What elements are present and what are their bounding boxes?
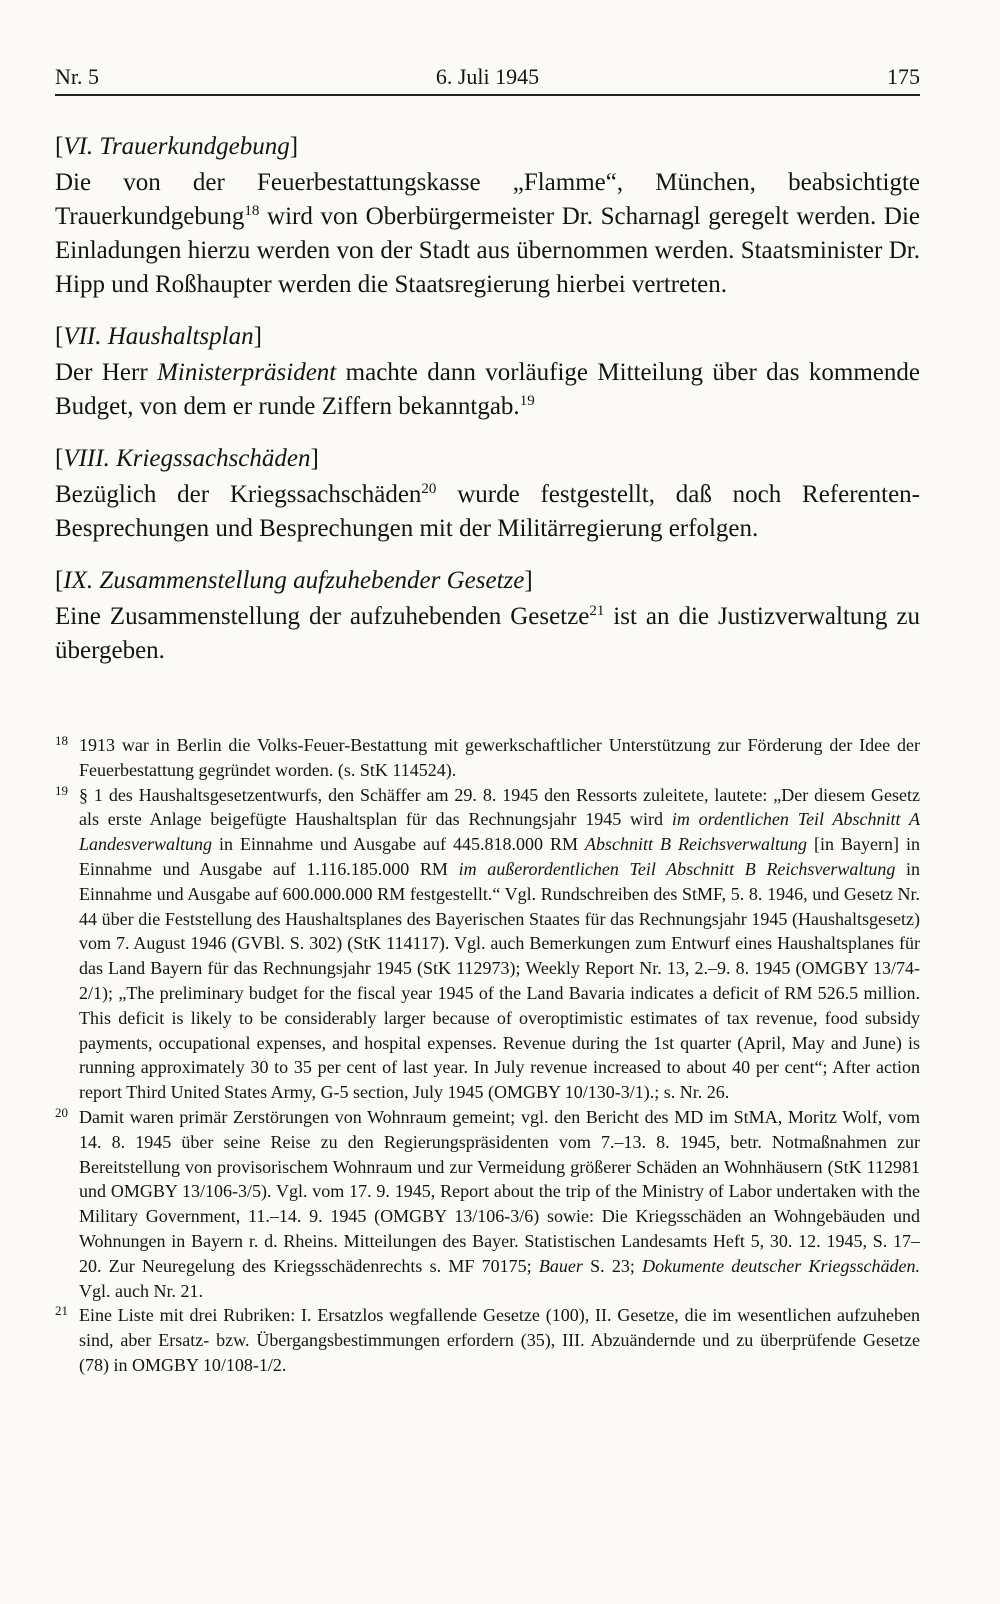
section-heading-text: VIII. Kriegssachschäden xyxy=(63,445,311,472)
footnote-number: 21 xyxy=(55,1303,68,1319)
main-text xyxy=(55,130,920,686)
footnote-18: 18 1913 war in Berlin die Volks-Feuer-Bestattung mit gewerkschaftlicher Unterstützung zur Förderung der Idee der Feuerbestattung gegründet worden. (s. StK 114524). xyxy=(55,733,920,783)
section-heading-vii: [VII. Haushaltsplan] xyxy=(55,323,262,350)
section-text-vi: Die von der Feuerbestattungskasse „Flamme“, München, beabsichtigte Trauerkundgebung$^{18}$ wird von Oberbürgermeister Dr. Scharnagl geregelt werden. Die Einladungen hierzu werden von der Stadt aus übernommen werden. Staatsminister Dr. Hipp und Roßhaupter werden die Staatsregierung hierbei vertreten. xyxy=(55,169,920,298)
footnote-19: 19 § 1 des Haushaltsgesetzentwurfs, den Schäffer am 29. 8. 1945 den Ressorts zuleitete, lautete: „Der diesem Gesetz als erste Anlage beigefügte Haushaltsplan für das Rechnungsjahr 1945 wird im ordentlichen Teil Abschnitt A Landesverwaltung in Einnahme und Ausgabe auf 445.818.000 RM Abschnitt B Reichsverwaltung [in Bayern] in Einnahme und Ausgabe auf 1.116.185.000 RM im außerordentlichen Teil Abschnitt B Reichsverwaltung in Einnahme und Ausgabe auf 600.000.000 RM festgestellt.“ Vgl. Rundschreiben des StMF, 5. 8. 1946, und Gesetz Nr. 44 über die Feststellung des Haushaltsplanes des Bayerischen Staates für das Rechnungsjahr 1945 (Haushaltsgesetz) vom 7. August 1946 (GVBl. S. 302) (StK 114117). Vgl. auch Bemerkungen zum Entwurf eines Haushaltsplanes für das Land Bayern für das Rechnungsjahr 1945 (StK 112973); Weekly Report Nr. 13, 2.–9. 8. 1945 (OMGBY 13/74-2/1); „The preliminary budget for the fiscal year 1945 of the Land Bavaria indicates a deficit of RM 526.5 million. This deficit is likely to be considerably larger because of overoptimistic estimates of tax revenue, food subsidy payments, occupational expenses, and hospital expenses. Revenue during the 1st quarter (April, May and June) is running approximately 30 to 35 per cent of last year. In July revenue increased to about 40 per cent“; After action report Third United States Army, G-5 section, July 1945 (OMGBY 10/130-3/1).; s. Nr. 26. xyxy=(55,783,920,1105)
footnote-number: 19 xyxy=(55,782,68,798)
footnote-20: 20 Damit waren primär Zerstörungen von Wohnraum gemeint; vgl. den Bericht des MD im StMA, Moritz Wolf, vom 14. 8. 1945 über seine Reise zu den Regierungspräsidenten vom 7.–13. 8. 1945, betr. Notmaßnahmen zur Bereitstellung von provisorischem Wohnraum und zur Vermeidung größerer Schäden an Wohnhäusern (StK 112981 und OMGBY 13/106-3/5). Vgl. vom 17. 9. 1945, Report about the trip of the Ministry of Labor undertaken with the Military Government, 11.–14. 9. 1945 (OMGBY 13/106-3/6) sowie: Die Kriegsschäden an Wohngebäuden und Wohnungen in Bayern r. d. Rheins. Mitteilungen des Bayer. Statistischen Landesamts Heft 5, 30. 12. 1945, S. 17–20. Zur Neuregelung des Kriegsschädenrechts s. MF 70175; Bauer S. 23; Dokumente deutscher Kriegsschäden. Vgl. auch Nr. 21. xyxy=(55,1105,920,1303)
footnote-ref-21[interactable]: 21 xyxy=(589,603,605,619)
footnotes xyxy=(55,733,920,1378)
footnote-21: 21 Eine Liste mit drei Rubriken: I. Ersatzlos wegfallende Gesetze (100), II. Gesetze, die im wesentlichen aufzuheben sind, aber Ersatz- bzw. Übergangsbestimmungen erfordern (35), III. Abzuändernde und zu überprüfende Gesetze (78) in OMGBY 10/108-1/2. xyxy=(55,1303,920,1377)
section-heading-ix: [IX. Zusammenstellung aufzuhebender Gesetze] xyxy=(55,567,533,594)
section-text-viii: Bezüglich der Kriegssachschäden$^{20}$ wurde festgestellt, daß noch Referenten-Besprechungen und Besprechungen mit der Militärregierung erfolgen. xyxy=(55,481,920,542)
footnote-number: 20 xyxy=(55,1104,68,1120)
issue-number: Nr. 5 xyxy=(55,64,99,89)
section-heading-vi: [VI. Trauerkundgebung] xyxy=(55,133,299,160)
section-heading-text: VI. Trauerkundgebung xyxy=(63,133,290,160)
page-header xyxy=(55,60,920,96)
footnote-ref-19[interactable]: 19 xyxy=(519,393,535,409)
footnote-ref-20[interactable]: 20 xyxy=(421,481,437,497)
section-heading-viii: [VIII. Kriegssachschäden] xyxy=(55,445,319,472)
section-text-ix: Eine Zusammenstellung der aufzuhebenden Gesetze$^{21}$ ist an die Justizverwaltung zu übergeben. xyxy=(55,603,920,664)
section-heading-text: IX. Zusammenstellung aufzuhebender Gesetze xyxy=(63,567,525,594)
header-date: 6. Juli 1945 xyxy=(435,64,540,89)
section-text-vii: Der Herr Ministerpräsident machte dann vorläufige Mitteilung über das kommende Budget, von dem er runde Ziffern bekanntgab.$^{19}$ xyxy=(55,359,920,420)
footnote-number: 18 xyxy=(55,733,68,748)
footnote-ref-18[interactable]: 18 xyxy=(244,203,260,219)
section-heading-text: VII. Haushaltsplan xyxy=(63,323,254,350)
page-number: 175 xyxy=(887,64,920,89)
